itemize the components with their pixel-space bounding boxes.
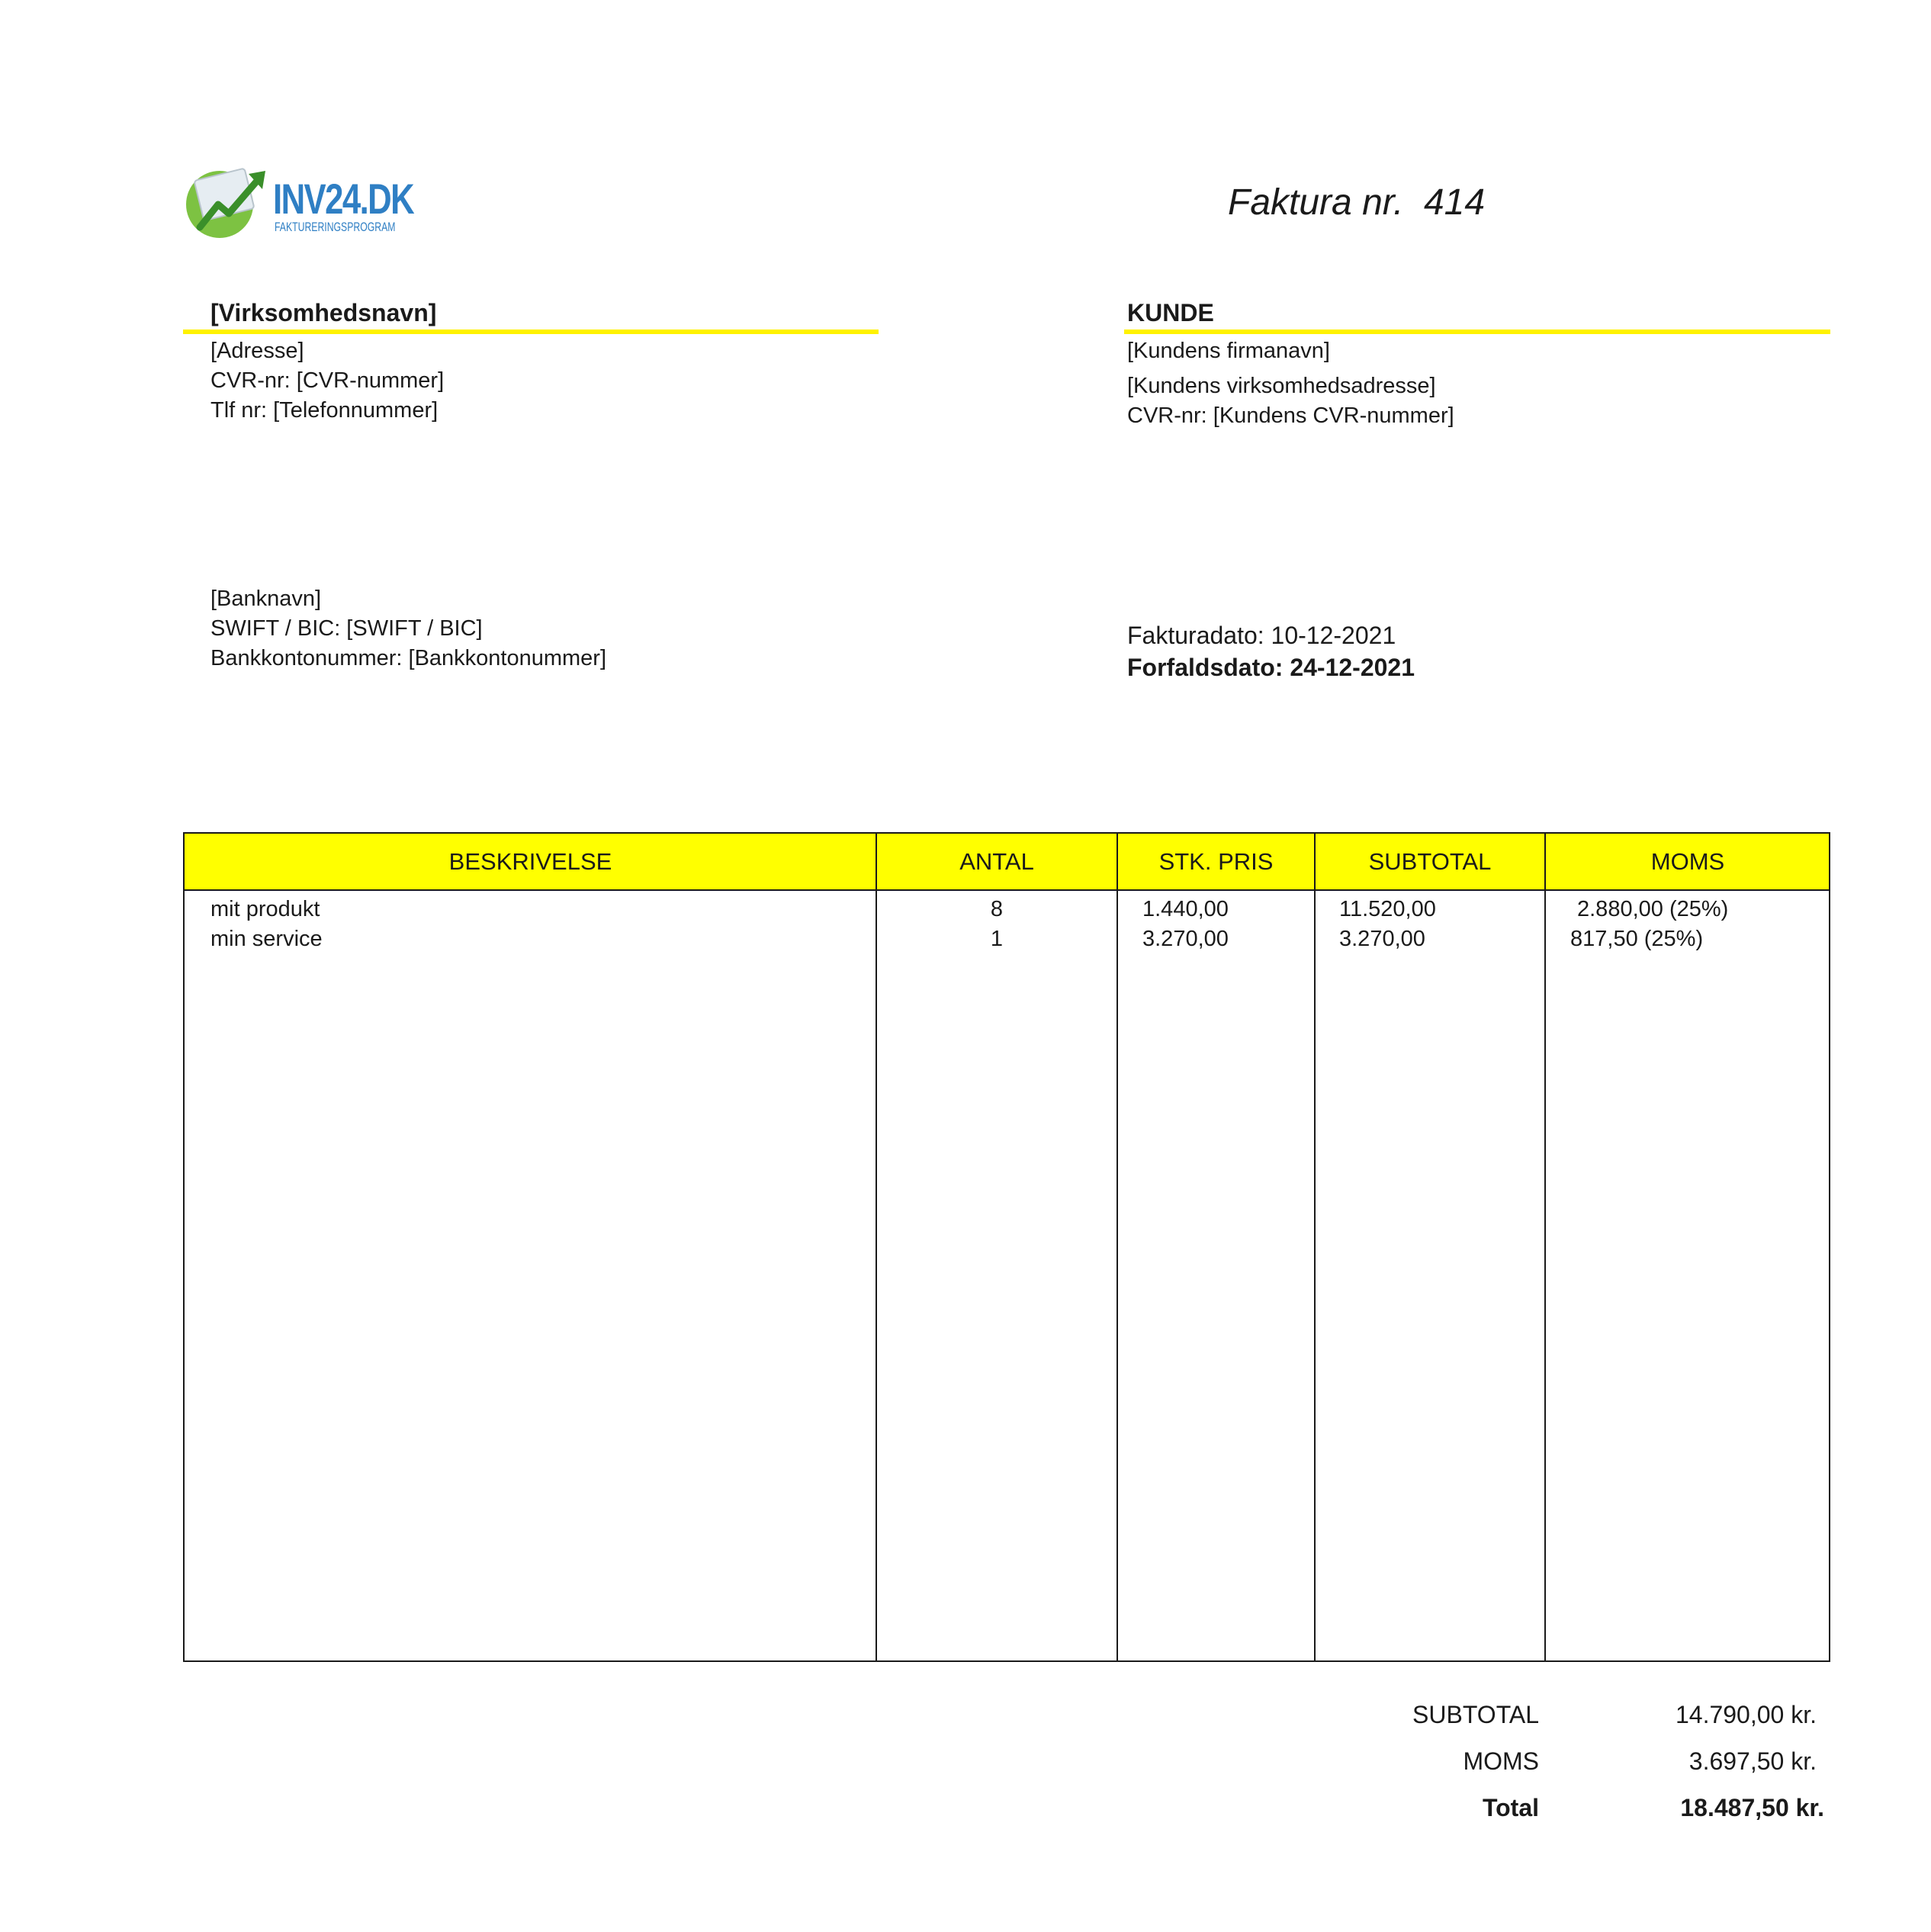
due-date: Forfaldsdato: 24-12-2021 <box>1127 654 1415 681</box>
bank-swift: SWIFT / BIC: [SWIFT / BIC] <box>210 616 483 641</box>
seller-cvr: CVR-nr: [CVR-nummer] <box>210 368 445 393</box>
bank-name: [Banknavn] <box>210 587 322 611</box>
invoice-title <box>1228 182 1485 223</box>
row-description: mit produkt <box>210 897 320 921</box>
row-vat: 2.880,00 (25%) <box>1577 897 1729 921</box>
header-subtotal: SUBTOTAL <box>1368 848 1492 875</box>
items-table <box>183 832 1830 1662</box>
totals-vat-value: 3.697,50 kr. <box>1688 1747 1817 1775</box>
seller-name: [Virksomhedsnavn] <box>210 299 437 326</box>
customer-company: [Kundens firmanavn] <box>1127 339 1330 363</box>
totals-total-value: 18.487,50 kr. <box>1680 1794 1824 1821</box>
logo-tagline: FAKTURERINGSPROGRAM <box>275 220 396 234</box>
totals-total-label: Total <box>1482 1794 1539 1821</box>
customer-heading: KUNDE <box>1127 299 1214 326</box>
seller-underline <box>183 330 879 334</box>
header-vat: MOMS <box>1650 848 1725 875</box>
customer-address: [Kundens virksomhedsadresse] <box>1127 374 1436 398</box>
invoice-number: 414 <box>1423 182 1486 223</box>
bank-account: Bankkontonummer: [Bankkontonummer] <box>210 646 607 670</box>
logo-brand-text: INV24.DK <box>273 175 414 223</box>
customer-underline <box>1124 330 1830 334</box>
row-quantity: 8 <box>990 897 1004 921</box>
row-vat: 817,50 (25%) <box>1570 927 1704 951</box>
invoice-date: Fakturadato: 10-12-2021 <box>1127 622 1396 649</box>
header-quantity: ANTAL <box>959 848 1034 875</box>
seller-address: [Adresse] <box>210 339 304 363</box>
row-unit-price: 1.440,00 <box>1142 897 1229 921</box>
row-unit-price: 3.270,00 <box>1142 927 1229 951</box>
row-subtotal: 3.270,00 <box>1339 927 1425 951</box>
header-unit-price: STK. PRIS <box>1158 848 1274 875</box>
seller-phone: Tlf nr: [Telefonnummer] <box>210 398 439 423</box>
company-logo <box>183 160 412 244</box>
totals-subtotal-value: 14.790,00 kr. <box>1675 1701 1817 1728</box>
header-description: BESKRIVELSE <box>448 848 612 875</box>
column-divider <box>1314 834 1316 1660</box>
totals-subtotal-label: SUBTOTAL <box>1412 1701 1539 1728</box>
column-divider <box>1117 834 1118 1660</box>
row-description: min service <box>210 927 323 951</box>
table-header-row <box>185 834 1829 891</box>
column-divider <box>1544 834 1546 1660</box>
invoice-title-prefix: Faktura nr. <box>1228 182 1404 223</box>
totals-vat-label: MOMS <box>1463 1747 1539 1775</box>
logo-arrow-icon <box>183 160 271 244</box>
row-subtotal: 11.520,00 <box>1339 897 1436 921</box>
column-divider <box>876 834 877 1660</box>
row-quantity: 1 <box>990 927 1004 951</box>
customer-cvr: CVR-nr: [Kundens CVR-nummer] <box>1127 403 1454 428</box>
